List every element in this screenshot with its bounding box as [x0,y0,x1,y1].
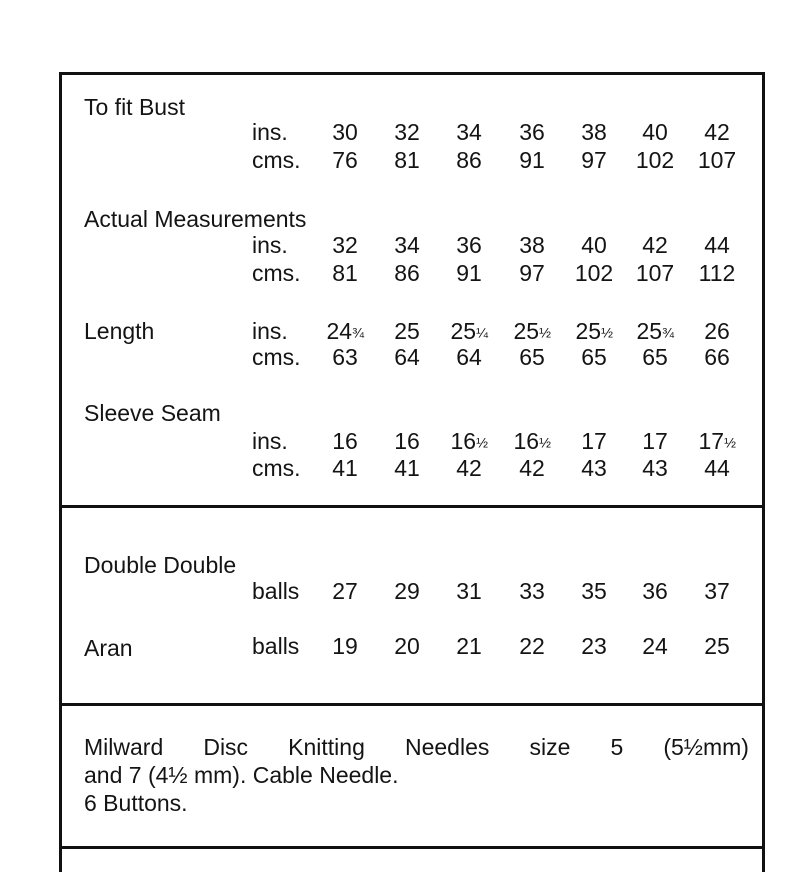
value-whole: 24 [326,318,353,344]
value-whole: 16 [394,428,420,454]
value-fraction: ¼ [476,325,488,342]
value-fraction: ¾ [352,325,364,342]
materials-line-1 [84,733,749,761]
value-whole: 25 [450,318,477,344]
value-fraction: ½ [476,435,488,452]
value-cell [637,320,674,343]
unit-label: ins. [252,232,288,258]
value-cell [451,430,488,453]
value-whole: 25 [394,318,420,344]
unit-label: cms. [252,344,301,370]
unit-label: balls [252,633,300,659]
materials-word: (5½mm) [663,734,749,760]
value-whole: 26 [704,318,730,344]
value-cell: 107 [635,260,675,286]
value-cell: 112 [698,260,736,286]
value-cell: 102 [635,147,675,173]
value-cell [394,430,420,453]
materials-word: Disc [203,734,249,760]
value-cell: 91 [519,147,545,173]
value-cell [704,320,730,343]
value-cell: 42 [642,232,668,258]
value-fraction: ¾ [662,325,674,342]
section-divider [59,505,765,508]
materials-line-2: and 7 (4½ mm). Cable Needle. [84,762,399,788]
value-cell: 43 [581,455,607,481]
value-cell: 86 [456,147,482,173]
value-cell: 42 [704,119,730,145]
value-cell [514,320,551,343]
unit-label: ins. [252,428,288,454]
value-cell: 32 [394,119,420,145]
section-heading: Actual Measurements [84,206,307,232]
value-cell [642,430,668,453]
value-cell: 65 [642,344,668,370]
value-cell: 34 [394,232,420,258]
value-cell: 42 [456,455,482,481]
unit-label: cms. [252,147,301,173]
value-cell: 107 [697,147,737,173]
value-whole: 25 [575,318,602,344]
value-cell: 35 [581,578,607,604]
value-cell: 81 [394,147,420,173]
value-cell: 31 [456,578,482,604]
value-cell: 66 [704,344,730,370]
value-cell: 21 [456,633,482,659]
materials-word: Needles [404,734,490,760]
section-divider [59,703,765,706]
value-cell: 27 [332,578,358,604]
value-whole: 25 [636,318,663,344]
section-heading: Aran [84,635,133,661]
unit-label: ins. [252,119,288,145]
section-heading: Length [84,318,155,344]
unit-label: cms. [252,260,301,286]
value-cell: 23 [581,633,607,659]
value-cell: 33 [519,578,545,604]
value-cell [394,320,420,343]
section-heading: To fit Bust [84,94,185,120]
value-cell: 43 [642,455,668,481]
value-cell: 64 [456,344,482,370]
value-cell: 63 [332,344,358,370]
materials-word: 5 [610,734,624,760]
value-cell: 40 [642,119,668,145]
section-heading: Double Double [84,552,237,578]
value-whole: 17 [581,428,607,454]
materials-word: Knitting [288,734,365,760]
value-cell: 44 [704,232,730,258]
value-cell: 36 [642,578,668,604]
value-cell: 81 [332,260,358,286]
value-fraction: ½ [724,435,736,452]
value-cell [327,320,364,343]
value-cell [514,430,551,453]
value-cell: 64 [394,344,420,370]
value-fraction: ½ [601,325,613,342]
value-cell: 32 [332,232,358,258]
value-cell: 29 [394,578,420,604]
value-cell: 38 [519,232,545,258]
unit-label: balls [252,578,300,604]
section-heading: Sleeve Seam [84,400,221,426]
value-cell: 19 [332,633,358,659]
value-fraction: ½ [539,435,551,452]
unit-label: cms. [252,455,301,481]
value-cell: 97 [519,260,545,286]
value-cell [576,320,613,343]
value-whole: 17 [642,428,668,454]
value-fraction: ½ [539,325,551,342]
value-cell: 38 [581,119,607,145]
value-cell: 86 [394,260,420,286]
value-cell: 97 [581,147,607,173]
value-whole: 25 [513,318,540,344]
materials-word: Milward [84,734,164,760]
value-cell: 34 [456,119,482,145]
section-divider [59,846,765,849]
value-cell [451,320,488,343]
value-cell: 24 [642,633,668,659]
value-cell: 36 [519,119,545,145]
value-cell: 41 [332,455,358,481]
value-cell: 25 [704,633,730,659]
unit-label: ins. [252,318,288,344]
value-cell: 76 [332,147,358,173]
materials-line-3: 6 Buttons. [84,790,188,816]
value-cell: 102 [574,260,614,286]
value-cell: 40 [581,232,607,258]
value-cell: 41 [394,455,420,481]
value-cell: 42 [519,455,545,481]
value-cell: 30 [332,119,358,145]
value-whole: 16 [332,428,358,454]
value-cell: 37 [704,578,730,604]
value-cell [699,430,736,453]
value-cell: 65 [581,344,607,370]
value-whole: 16 [513,428,540,454]
value-cell [581,430,607,453]
value-cell: 91 [456,260,482,286]
value-cell: 20 [394,633,420,659]
value-cell: 65 [519,344,545,370]
value-whole: 16 [450,428,477,454]
value-whole: 17 [698,428,725,454]
value-cell: 22 [519,633,545,659]
materials-paragraph [84,733,749,817]
value-cell [332,430,358,453]
value-cell: 44 [704,455,730,481]
value-cell: 36 [456,232,482,258]
materials-word: size [529,734,571,760]
